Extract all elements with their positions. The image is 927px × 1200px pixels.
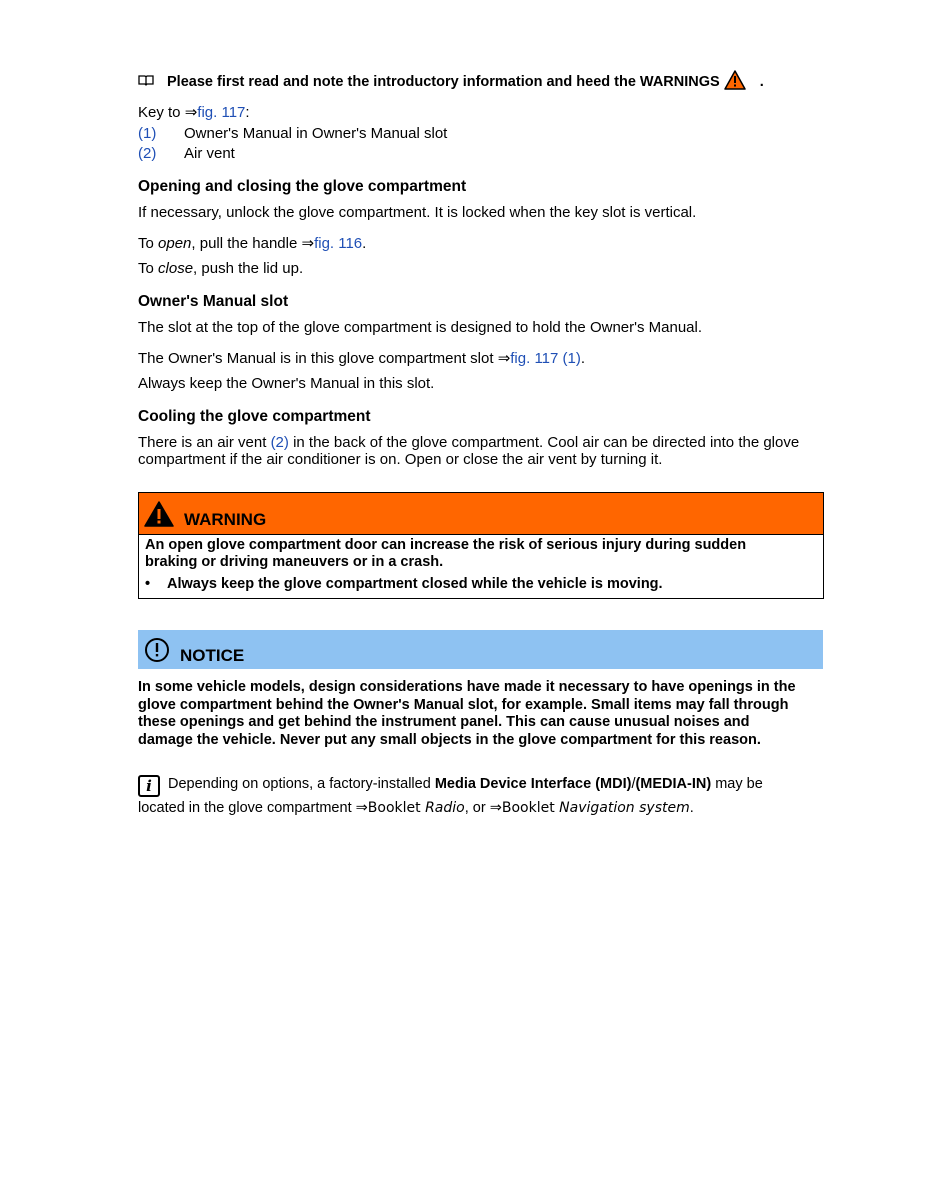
info-icon: i	[138, 775, 160, 797]
key-item-1-num[interactable]: (1)	[138, 125, 157, 142]
notice-header	[138, 630, 823, 669]
section1-p2: To open, pull the handle ⇒fig. 116.	[138, 235, 367, 252]
section2-p3: Always keep the Owner's Manual in this slot.	[138, 375, 435, 392]
heading-opening-closing: Opening and closing the glove compartment	[138, 178, 467, 195]
warning-triangle-icon	[144, 501, 174, 527]
notice-line: these openings and get behind the instrument panel. This can cause unusual noises and	[138, 714, 750, 730]
intro-text: Please first read and note the introductory information and heed the WARNINGS	[167, 74, 720, 90]
warning-box	[138, 492, 824, 599]
warning-triangle-icon[interactable]	[724, 70, 746, 94]
fig-117-1-link[interactable]: fig. 117 (1)	[510, 350, 581, 367]
notice-title: NOTICE	[180, 645, 245, 665]
key-item-2-num[interactable]: (2)	[138, 145, 157, 162]
warning-body	[139, 535, 823, 595]
section3-line2: compartment if the air conditioner is on. Open or close the air vent by turning it.	[138, 451, 663, 468]
book-icon	[138, 74, 158, 90]
booklet-navigation-ref[interactable]: Navigation system	[559, 800, 690, 816]
key-item-2-label: Air vent	[184, 145, 235, 162]
booklet-radio-ref[interactable]: Radio	[425, 800, 465, 816]
notice-line: In some vehicle models, design considerations have made it necessary to have openings in the	[138, 679, 796, 695]
section1-p1: If necessary, unlock the glove compartment. It is locked when the key slot is vertical.	[138, 204, 697, 221]
key-item-1-label: Owner's Manual in Owner's Manual slot	[184, 125, 448, 142]
intro-line	[138, 70, 764, 94]
exclamation-circle-icon	[144, 637, 170, 663]
warning-bullet-item	[145, 576, 817, 593]
air-vent-2-link[interactable]: (2)	[270, 434, 289, 451]
section2-p2: The Owner's Manual is in this glove compartment slot ⇒fig. 117 (1).	[138, 350, 586, 367]
warning-line2: braking or driving maneuvers or in a crash.	[145, 554, 444, 570]
key-item-1	[138, 125, 447, 142]
fig-117-link[interactable]: fig. 117	[197, 104, 246, 121]
key-arrow: ⇒	[184, 104, 198, 121]
section3-line1: There is an air vent (2) in the back of the glove compartment. Cool air can be directed into the glove	[138, 434, 800, 451]
warning-line1: An open glove compartment door can increase the risk of serious injury during sudden	[145, 537, 747, 553]
bullet-icon: •	[145, 576, 151, 592]
section2-p1: The slot at the top of the glove compartment is designed to hold the Owner's Manual.	[138, 319, 703, 336]
heading-cooling: Cooling the glove compartment	[138, 408, 371, 425]
intro-suffix: .	[759, 74, 764, 90]
key-line: Key to ⇒fig. 117:	[138, 104, 250, 121]
key-item-2	[138, 145, 235, 162]
media-in-label: (MEDIA-IN)	[635, 776, 712, 792]
mdi-label: Media Device Interface (MDI)	[434, 776, 632, 792]
fig-116-link[interactable]: fig. 116	[314, 235, 363, 252]
section1-p3: To close, push the lid up.	[138, 260, 304, 277]
warning-title: WARNING	[184, 509, 267, 529]
notice-line: glove compartment behind the Owner's Manual slot, for example. Small items may fall through	[138, 696, 789, 713]
heading-manual-slot: Owner's Manual slot	[138, 293, 289, 310]
notice-body	[138, 679, 828, 749]
warning-header	[139, 493, 823, 535]
notice-line: damage the vehicle. Never put any small objects in the glove compartment for this reason.	[138, 731, 761, 748]
info-note: i Depending on options, a factory-installed Media Device Interface (MDI)/(MEDIA-IN) may be located in the glove compartment ⇒Booklet Radio, or ⇒Booklet Navigation system.	[138, 776, 763, 816]
warning-bullet-text: Always keep the glove compartment closed while the vehicle is moving.	[167, 576, 663, 592]
